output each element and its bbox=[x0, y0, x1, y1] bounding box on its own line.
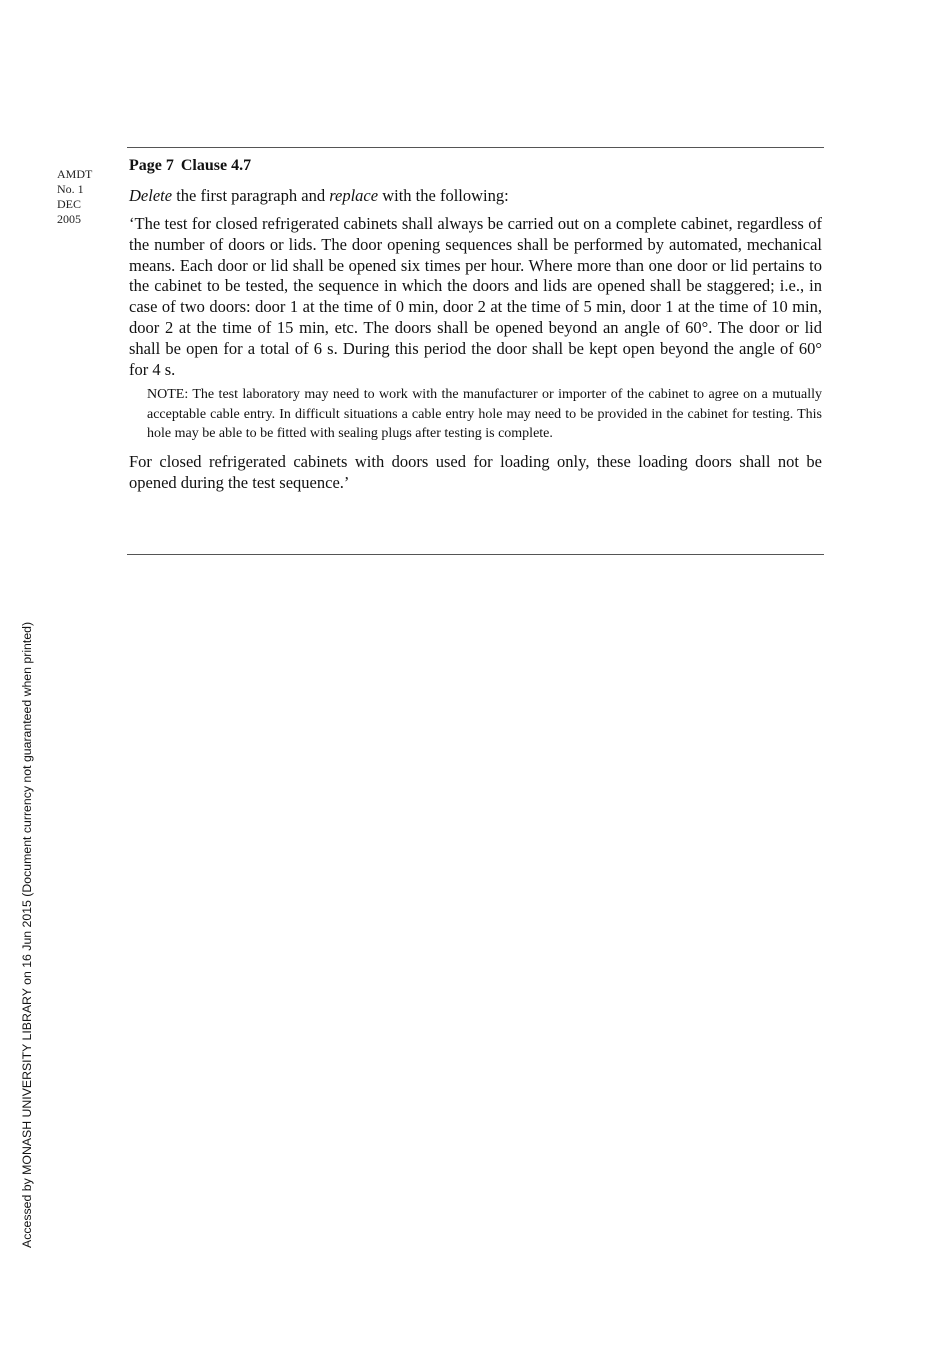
amendment-instruction bbox=[129, 185, 822, 207]
amendment-marker bbox=[57, 167, 117, 227]
amendment-line-3: DEC bbox=[57, 197, 81, 211]
top-divider bbox=[127, 147, 824, 148]
instruction-delete: Delete bbox=[129, 186, 173, 205]
instruction-end: with the following: bbox=[378, 186, 509, 205]
instruction-middle: the first paragraph and bbox=[172, 186, 330, 205]
amendment-line-1: AMDT bbox=[57, 167, 93, 181]
access-watermark: Accessed by MONASH UNIVERSITY LIBRARY on 16 Jun 2015 (Document currency not guaranteed when printed) bbox=[20, 621, 34, 1248]
note-paragraph: NOTE: The test laboratory may need to work with the manufacturer or importer of the cabinet to agree on a mutually acceptable cable entry. In difficult situations a cable entry hole may need to be provided in the cabinet for testing. This hole may be able to be fitted with sealing plugs after testing is complete. bbox=[147, 387, 822, 442]
replacement-paragraph: ‘The test for closed refrigerated cabinets shall always be carried out on a complete cabinet, regardless of the number of doors or lids. The door opening sequences shall be performed by automated, mechanical means. Each door or lid shall be opened six times per hour. Where more than one door or lid pertains to the cabinet to be tested, the sequence in which the doors and lids are opened shall be staggered; i.e., in case of two doors: door 1 at the time of 0 min, door 2 at the time of 5 min, door 1 at the time of 10 min, door 2 at the time of 15 min, etc. The doors shall be opened beyond an angle of 60°. The door or lid shall be open for a total of 6 s. During this period the door shall be kept open beyond the angle of 60° for 4 s. bbox=[129, 214, 822, 379]
amendment-content bbox=[129, 155, 822, 494]
clause-heading bbox=[129, 155, 822, 177]
closing-paragraph: For closed refrigerated cabinets with doors used for loading only, these loading doors shall not be opened during the test sequence.’ bbox=[129, 451, 822, 493]
page-reference: Page 7 bbox=[129, 157, 174, 174]
amendment-line-4: 2005 bbox=[57, 212, 81, 226]
instruction-replace: replace bbox=[329, 186, 379, 205]
bottom-divider bbox=[127, 554, 824, 555]
clause-reference: Clause 4.7 bbox=[180, 157, 252, 174]
amendment-line-2: No. 1 bbox=[57, 182, 84, 196]
